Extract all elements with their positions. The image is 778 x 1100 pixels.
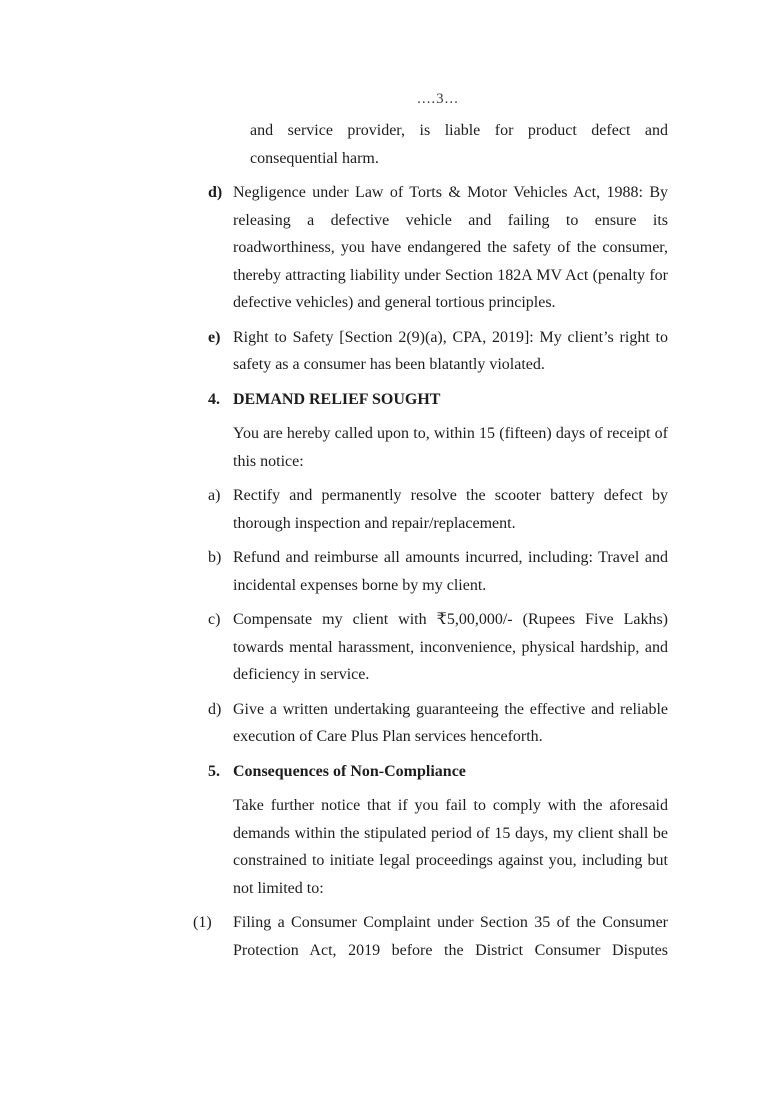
paragraph-text: You are hereby called upon to, within 15 (fifteen) days of receipt of this notice: — [233, 425, 668, 470]
paragraph-text: Rectify and permanently resolve the scooter battery defect by thorough inspection and repair/replacement. — [233, 487, 668, 532]
list-marker: a) — [208, 487, 221, 504]
section-heading — [208, 758, 668, 786]
paragraph-text: Refund and reimburse all amounts incurred, including: Travel and incidental expenses borne by my client. — [233, 549, 668, 594]
paragraph-text: Right to Safety [Section 2(9)(a), CPA, 2019]: My client’s right to safety as a consumer has been blatantly violated. — [233, 328, 668, 373]
paragraph — [233, 420, 668, 475]
paragraph — [193, 909, 668, 964]
list-marker: e) — [208, 328, 221, 346]
list-marker: c) — [208, 611, 221, 628]
paragraph — [233, 792, 668, 902]
page-number: ....3... — [417, 91, 459, 107]
paragraph-text: and service provider, is liable for product defect and consequential harm. — [250, 122, 668, 167]
paragraph-text: DEMAND RELIEF SOUGHT — [233, 390, 441, 408]
paragraph — [208, 696, 668, 751]
paragraph — [250, 117, 668, 172]
paragraph-text: Filing a Consumer Complaint under Section 35 of the Consumer Protection Act, 2019 before the District Consumer Disputes — [233, 914, 668, 959]
list-marker: d) — [208, 184, 223, 201]
paragraph-text: Take further notice that if you fail to comply with the aforesaid demands within the stipulated period of 15 days, my client shall be constrained to initiate legal proceedings against you, including but not limited to: — [233, 797, 668, 897]
paragraph — [208, 544, 668, 599]
document-body — [0, 117, 778, 971]
list-marker: d) — [208, 700, 222, 718]
list-marker: 4. — [208, 390, 220, 408]
paragraph-text: Negligence under Law of Torts & Motor Vehicles Act, 1988: By releasing a defective vehicle and failing to ensure its roadworthiness, you have endangered the safety of the consumer, thereby attracting liability under Section 182A MV Act (penalty for defective vehicles) and general tortious principles. — [233, 184, 668, 311]
section-heading — [208, 386, 668, 414]
paragraph-text: Consequences of Non-Compliance — [233, 762, 466, 780]
paragraph — [208, 179, 668, 317]
list-marker: (1) — [193, 914, 212, 931]
paragraph — [208, 482, 668, 537]
list-marker: b) — [208, 549, 222, 566]
paragraph — [208, 606, 668, 689]
paragraph-text: Compensate my client with ₹5,00,000/- (Rupees Five Lakhs) towards mental harassment, inconvenience, physical hardship, and deficiency in service. — [233, 611, 668, 683]
paragraph — [208, 324, 668, 379]
paragraph-text: Give a written undertaking guaranteeing the effective and reliable execution of Care Plus Plan services henceforth. — [233, 700, 668, 745]
list-marker: 5. — [208, 762, 220, 780]
